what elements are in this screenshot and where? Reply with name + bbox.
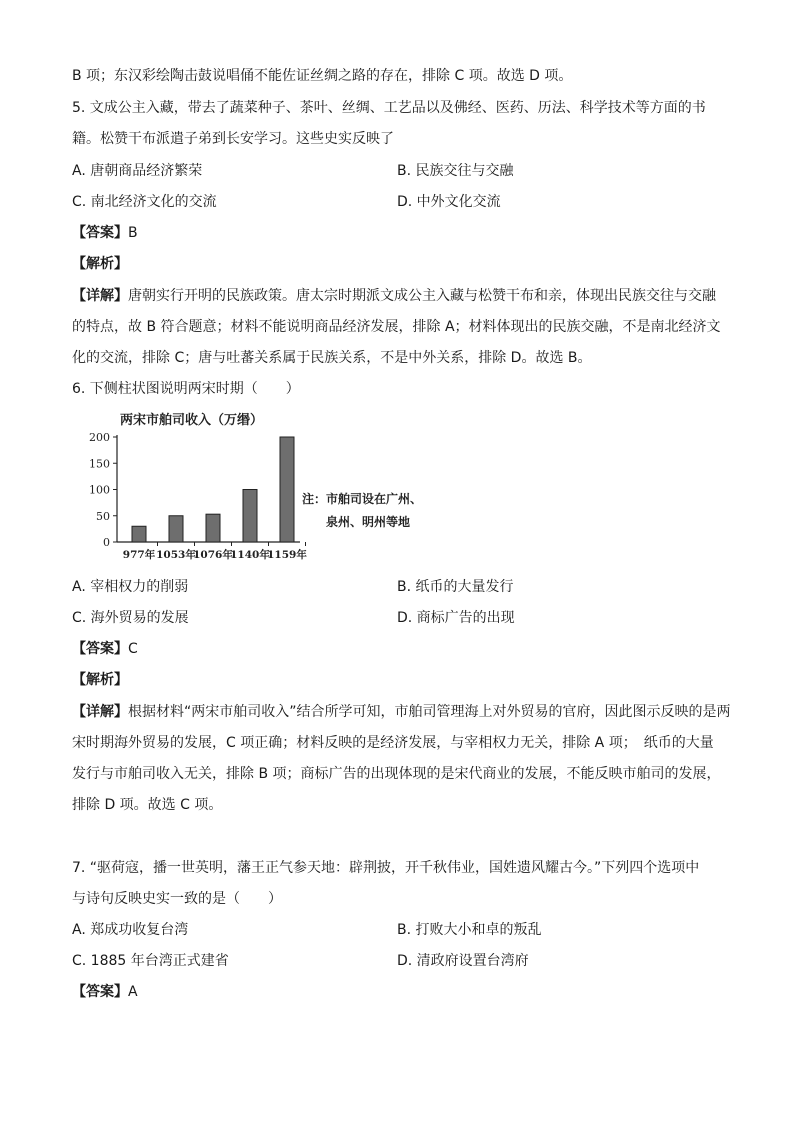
q6-option-d: D. 商标广告的出现 bbox=[397, 610, 515, 626]
chart-note-line2: 泉州、明州等地 bbox=[326, 515, 411, 529]
chart-x-tick-label: 1140年 bbox=[230, 549, 270, 561]
q6-detail-line3: 发行与市舶司收入无关，排除 B 项；商标广告的出现体现的是宋代商业的发展，不能反映市舶司的发展， bbox=[72, 766, 721, 782]
q7-option-a: A. 郑成功收复台湾 bbox=[72, 922, 189, 938]
chart-x-tick-label: 1076年 bbox=[193, 549, 233, 561]
chart-y-tick-label: 0 bbox=[103, 536, 110, 549]
q6-detail-line1 bbox=[72, 702, 731, 722]
q6-detail-text1: 根据材料“两宋市舶司收入”结合所学可知，市舶司管理海上对外贸易的官府，因此图示反映的是两 bbox=[128, 704, 731, 720]
chart-bar bbox=[243, 490, 257, 543]
chart-y-tick-label: 100 bbox=[89, 483, 110, 497]
q7-answer bbox=[72, 982, 138, 1002]
q7-option-c: C. 1885 年台湾正式建省 bbox=[72, 953, 229, 969]
q5-option-d: D. 中外文化交流 bbox=[397, 194, 501, 210]
q5-stem-line1: 5. 文成公主入藏，带去了蔬菜种子、茶叶、丝绸、工艺品以及佛经、医药、历法、科学技术等方面的书 bbox=[72, 100, 706, 116]
chart-x-tick-label: 1159年 bbox=[267, 549, 307, 561]
q6-analysis-label: 【解析】 bbox=[72, 672, 128, 688]
q7-option-b: B. 打败大小和卓的叛乱 bbox=[397, 922, 542, 938]
q6-answer-label: 【答案】 bbox=[72, 641, 128, 657]
q5-detail-line3: 化的交流，排除 C；唐与吐蕃关系属于民族关系，不是中外关系，排除 D。故选 B。 bbox=[72, 350, 592, 366]
q6-option-b: B. 纸币的大量发行 bbox=[397, 579, 514, 595]
q5-detail-line2: 的特点，故 B 符合题意；材料不能说明商品经济发展，排除 A；材料体现出的民族交融，不是南北经济文 bbox=[72, 319, 721, 335]
q6-detail-label: 【详解】 bbox=[72, 704, 128, 720]
q7-stem-line1: 7. “驱荷寇，播一世英明，藩王正气参天地：辟荆披，开千秋伟业，国姓遗风耀古今。”下列四个选项中 bbox=[72, 860, 700, 876]
q7-option-d: D. 清政府设置台湾府 bbox=[397, 953, 529, 969]
harbor-revenue-bar-chart bbox=[72, 405, 452, 565]
q5-option-a: A. 唐朝商品经济繁荣 bbox=[72, 163, 203, 179]
chart-y-tick-label: 150 bbox=[89, 457, 110, 471]
q5-answer-value: B bbox=[128, 225, 138, 241]
chart-bar bbox=[169, 516, 183, 542]
chart-title: 两宋市舶司收入（万缗） bbox=[120, 413, 264, 428]
chart-y-tick-label: 200 bbox=[89, 431, 110, 444]
q5-analysis-label: 【解析】 bbox=[72, 256, 128, 272]
chart-note-line1: 注：市舶司设在广州、 bbox=[302, 492, 423, 506]
chart-x-tick-label: 1053年 bbox=[156, 549, 196, 561]
q7-stem-line2: 与诗句反映史实一致的是（ ） bbox=[72, 891, 282, 907]
q6-answer-value: C bbox=[128, 641, 138, 657]
q5-answer bbox=[72, 223, 138, 243]
q5-detail-text1: 唐朝实行开明的民族政策。唐太宗时期派文成公主入藏与松赞干布和亲，体现出民族交往与交融 bbox=[128, 288, 716, 304]
q6-stem: 6. 下侧柱状图说明两宋时期（ ） bbox=[72, 381, 300, 397]
q5-answer-label: 【答案】 bbox=[72, 225, 128, 241]
q5-stem-line2: 籍。松赞干布派遣子弟到长安学习。这些史实反映了 bbox=[72, 131, 394, 147]
q6-answer bbox=[72, 639, 138, 659]
q6-option-c: C. 海外贸易的发展 bbox=[72, 610, 189, 626]
q5-detail-label: 【详解】 bbox=[72, 288, 128, 304]
chart-x-tick-label: 977年 bbox=[122, 549, 156, 561]
q7-answer-label: 【答案】 bbox=[72, 984, 128, 1000]
q6-option-a: A. 宰相权力的削弱 bbox=[72, 579, 189, 595]
chart-y-tick-label: 50 bbox=[96, 509, 110, 523]
chart-bar bbox=[206, 514, 220, 542]
q6-detail-line4: 排除 D 项。故选 C 项。 bbox=[72, 797, 223, 813]
chart-bar bbox=[280, 437, 294, 542]
q6-detail-line2: 宋时期海外贸易的发展，C 项正确；材料反映的是经济发展，与宰相权力无关，排除 A 项； 纸币的大量 bbox=[72, 735, 714, 751]
q7-answer-value: A bbox=[128, 984, 138, 1000]
q5-option-c: C. 南北经济文化的交流 bbox=[72, 194, 217, 210]
q5-option-b: B. 民族交往与交融 bbox=[397, 163, 514, 179]
chart-bar bbox=[132, 526, 146, 542]
q4-analysis-tail: B 项；东汉彩绘陶击鼓说唱俑不能佐证丝绸之路的存在，排除 C 项。故选 D 项。 bbox=[72, 68, 573, 84]
q5-detail-line1 bbox=[72, 286, 716, 306]
